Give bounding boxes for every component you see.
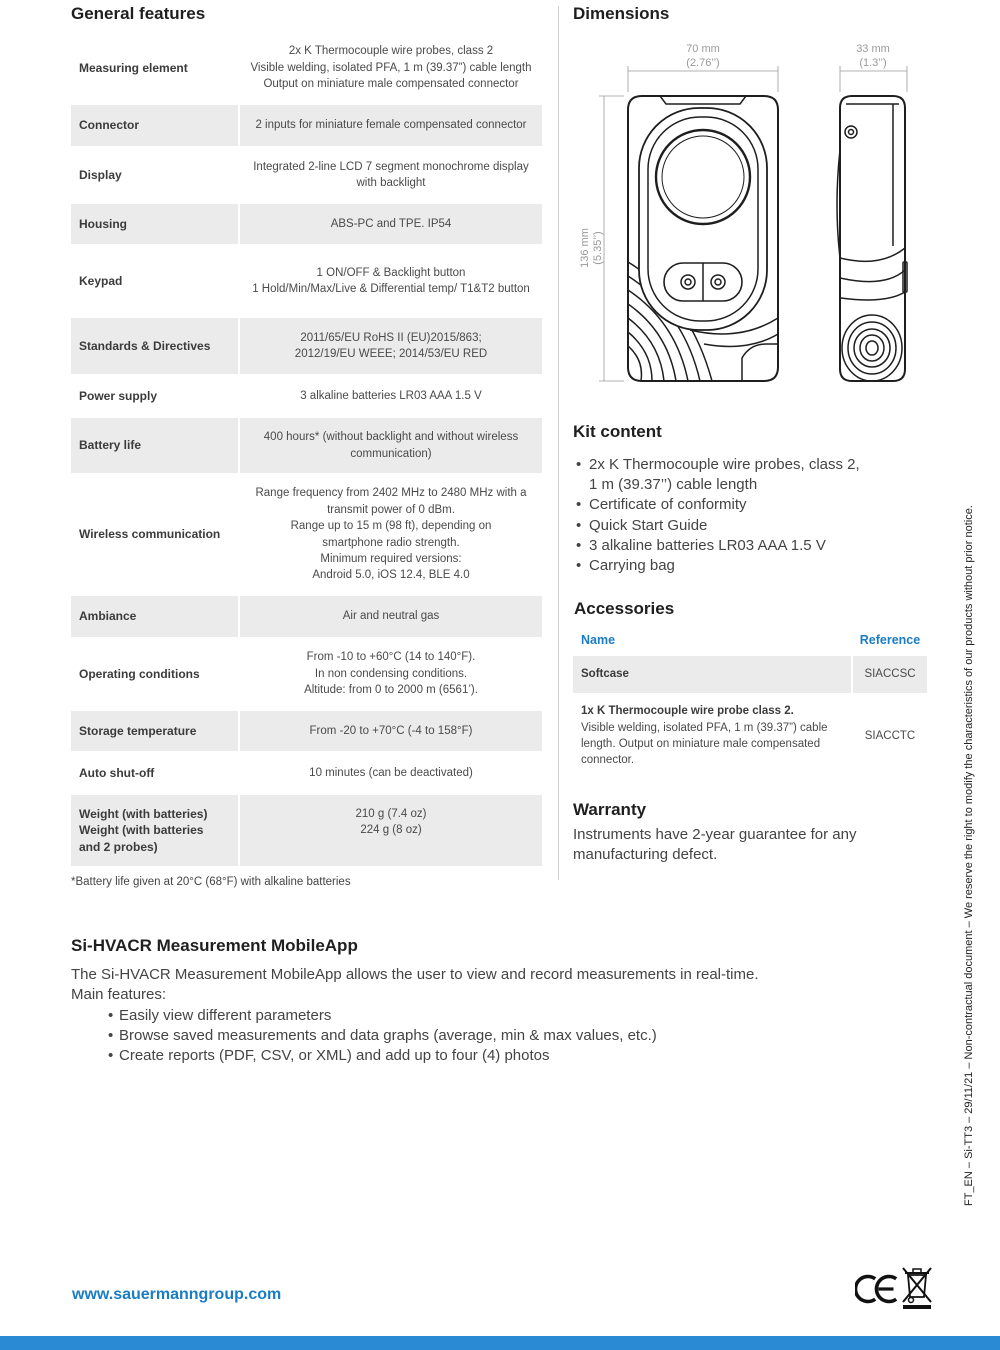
depth-inch-label: (1.3’’) — [859, 57, 887, 69]
mobile-app-title: Si-HVACR Measurement MobileApp — [71, 936, 358, 955]
spec-label: Operating conditions — [79, 666, 200, 681]
battery-footnote: *Battery life given at 20°C (68°F) with alkaline batteries — [71, 876, 351, 888]
spec-label: Weight (with batteries) Weight (with batteries and 2 probes) — [71, 795, 238, 866]
general-features-title: General features — [71, 4, 206, 23]
list-item: • 3 alkaline batteries LR03 AAA 1.5 V — [573, 536, 860, 556]
column-header-reference: Reference — [859, 633, 921, 647]
spec-label: Connector — [71, 105, 238, 146]
height-inch-label: (5.35’’) — [592, 231, 604, 265]
vertical-legal-note: FT_EN – Si-TT3 – 29/11/21 – Non-contractual document – We reserve the right to modify the characteristics of our products without prior notice. — [963, 505, 975, 1206]
spec-row-storage-temperature — [71, 711, 542, 751]
spec-row-operating-conditions — [71, 640, 542, 708]
mobile-app-features-list — [71, 1006, 951, 1067]
depth-mm-label: 33 mm — [856, 43, 890, 55]
warranty-title: Warranty — [573, 800, 647, 819]
accessory-detail: Visible welding, isolated PFA, 1 m (39.37”) cable length. Output on miniature male compensated connector. — [581, 721, 828, 767]
warranty-text: Instruments have 2-year guarantee for any manufacturing defect. — [573, 826, 857, 863]
kit-content-list — [573, 455, 860, 576]
spec-value: Air and neutral gas — [240, 596, 542, 637]
kit-content-title: Kit content — [573, 422, 662, 441]
mobile-app-section — [71, 965, 951, 1066]
spec-value: Range frequency from 2402 MHz to 2480 MHz with a transmit power of 0 dBm. Range up to 15 m (98 ft), depending on smartphone radio strength. Minimum required versions: Android 5.0, iOS 12.4, BLE 4.0 — [255, 487, 527, 582]
dimensions-title: Dimensions — [573, 4, 670, 23]
accessory-name-cell — [573, 696, 851, 776]
column-divider — [558, 6, 559, 880]
spec-row-wireless-communication — [71, 476, 542, 593]
weee-crossed-bin-icon — [900, 1264, 934, 1310]
depth-dimension — [840, 66, 907, 92]
spec-row-keypad — [71, 247, 542, 315]
accessory-reference: SIACCSC — [853, 656, 927, 693]
spec-value: 210 g (7.4 oz) 224 g (8 oz) — [240, 795, 542, 866]
spec-label: Keypad — [79, 273, 123, 288]
accessories-header-row — [573, 628, 927, 652]
spec-label: Measuring element — [79, 60, 188, 75]
accessory-name: Softcase — [581, 668, 629, 681]
mobile-app-features-label: Main features: — [71, 986, 167, 1004]
spec-row-connector — [71, 105, 542, 146]
website-link[interactable]: www.sauermanngroup.com — [72, 1286, 282, 1303]
spec-row-power-supply — [71, 377, 542, 415]
spec-row-measuring-element — [71, 34, 542, 102]
spec-row-auto-shut-off — [71, 754, 542, 792]
width-mm-label: 70 mm — [686, 43, 720, 55]
front-view-drawing — [628, 96, 778, 381]
spec-label: Display — [79, 167, 122, 182]
accessory-row-softcase — [573, 656, 927, 693]
spec-row-battery-life — [71, 418, 542, 473]
accessories-table — [573, 628, 927, 776]
width-dimension — [628, 66, 778, 92]
side-view-drawing — [837, 96, 907, 381]
accessory-name-cell — [573, 656, 851, 693]
spec-value: From -10 to +60°C (14 to 140°F). In non condensing conditions. Altitude: from 0 to 2000 m (6561’). — [304, 651, 478, 697]
spec-value: From -20 to +70°C (-4 to 158°F) — [240, 711, 542, 751]
spec-value: 3 alkaline batteries LR03 AAA 1.5 V — [300, 389, 482, 402]
footer-bar — [0, 1336, 1000, 1350]
spec-label: Ambiance — [71, 596, 238, 637]
spec-row-ambiance — [71, 596, 542, 637]
spec-label: Standards & Directives — [71, 318, 238, 374]
spec-row-display — [71, 149, 542, 201]
ce-mark-icon — [855, 1272, 899, 1306]
width-inch-label: (2.76’’) — [686, 57, 720, 69]
spec-label: Battery life — [71, 418, 238, 473]
accessory-row-thermocouple-probe — [573, 696, 927, 776]
list-item: • Browse saved measurements and data graphs (average, min & max values, etc.) — [108, 1026, 951, 1046]
spec-row-housing — [71, 204, 542, 244]
spec-value: 400 hours* (without backlight and without wireless communication) — [240, 418, 542, 473]
spec-value: 2x K Thermocouple wire probes, class 2 Visible welding, isolated PFA, 1 m (39.37”) cable length Output on miniature male compensated connector — [250, 45, 532, 91]
spec-label: Wireless communication — [79, 527, 221, 542]
spec-label: Housing — [71, 204, 238, 244]
spec-row-standards-directives — [71, 318, 542, 374]
spec-value: 2011/65/EU RoHS II (EU)2015/863; 2012/19/EU WEEE; 2014/53/EU RED — [240, 318, 542, 374]
list-item: • Create reports (PDF, CSV, or XML) and add up to four (4) photos — [108, 1046, 951, 1066]
spec-label: Power supply — [79, 388, 158, 403]
spec-value: 10 minutes (can be deactivated) — [309, 766, 473, 779]
spec-row-weight — [71, 795, 542, 866]
spec-value: ABS-PC and TPE. IP54 — [240, 204, 542, 244]
column-header-name: Name — [581, 633, 616, 647]
accessory-reference: SIACCTC — [864, 729, 916, 742]
accessory-name: 1x K Thermocouple wire probe class 2. — [581, 705, 794, 718]
spec-label: Auto shut-off — [79, 765, 155, 780]
dimensions-drawing — [560, 30, 945, 390]
spec-table — [71, 34, 542, 866]
height-mm-label: 136 mm — [579, 228, 591, 268]
list-item: • Easily view different parameters — [108, 1006, 951, 1026]
spec-value: 2 inputs for miniature female compensated connector — [240, 105, 542, 146]
accessories-title: Accessories — [574, 599, 675, 618]
spec-value: 1 ON/OFF & Backlight button 1 Hold/Min/Max/Live & Differential temp/ T1&T2 button — [252, 266, 530, 295]
mobile-app-intro: The Si-HVACR Measurement MobileApp allows the user to view and record measurements in real-time. — [71, 966, 759, 983]
list-item: • Certificate of conformity — [573, 495, 860, 515]
list-item: • Carrying bag — [573, 556, 860, 576]
spec-value: Integrated 2-line LCD 7 segment monochrome display with backlight — [253, 160, 529, 189]
spec-label: Storage temperature — [71, 711, 238, 751]
list-item: • Quick Start Guide — [573, 516, 860, 536]
list-item: • 2x K Thermocouple wire probes, class 2, 1 m (39.37’’) cable length — [573, 455, 860, 495]
accessory-description — [581, 703, 828, 768]
